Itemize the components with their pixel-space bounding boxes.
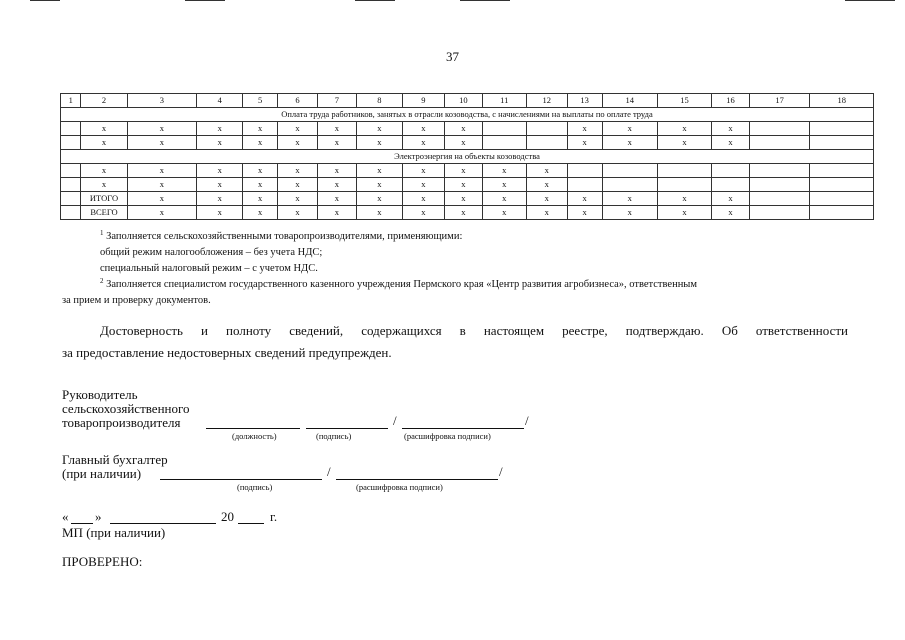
table-cell bbox=[657, 164, 711, 178]
table-cell: x bbox=[602, 206, 657, 220]
table-cell: x bbox=[356, 178, 402, 192]
table-cell bbox=[749, 136, 809, 150]
table-cell: x bbox=[657, 206, 711, 220]
column-number: 2 bbox=[81, 94, 127, 108]
column-number: 1 bbox=[61, 94, 81, 108]
total-row bbox=[61, 192, 874, 206]
table-cell: x bbox=[712, 136, 750, 150]
table-cell bbox=[749, 164, 809, 178]
table-cell: x bbox=[127, 178, 197, 192]
column-number: 8 bbox=[356, 94, 402, 108]
column-number: 15 bbox=[657, 94, 711, 108]
table-cell bbox=[657, 178, 711, 192]
column-number: 6 bbox=[278, 94, 318, 108]
table-cell: x bbox=[243, 206, 278, 220]
table-cell: x bbox=[81, 136, 127, 150]
table-cell: x bbox=[243, 136, 278, 150]
table-cell: x bbox=[602, 122, 657, 136]
date-day-field[interactable] bbox=[71, 511, 93, 524]
table-cell: x bbox=[127, 164, 197, 178]
table-cell: x bbox=[356, 206, 402, 220]
table-cell bbox=[567, 164, 602, 178]
head-cap-signature: (подпись) bbox=[316, 431, 352, 441]
table-cell: x bbox=[712, 206, 750, 220]
footnote-1: $^1$ Заполняется сельскохозяйственными товаропроизводителями, применяющими: bbox=[100, 229, 463, 242]
column-number: 4 bbox=[197, 94, 243, 108]
section-energy-heading: Электроэнергия на объекты козоводства bbox=[61, 150, 874, 164]
table-header-row bbox=[61, 94, 874, 108]
table-cell: x bbox=[402, 178, 444, 192]
table-cell: x bbox=[317, 122, 356, 136]
table-cell bbox=[810, 136, 874, 150]
table-cell: x bbox=[243, 164, 278, 178]
table-cell: x bbox=[657, 192, 711, 206]
table-cell bbox=[526, 136, 567, 150]
table-cell: x bbox=[567, 192, 602, 206]
table-cell: x bbox=[526, 192, 567, 206]
table-cell: x bbox=[526, 206, 567, 220]
table-cell bbox=[567, 178, 602, 192]
table-cell: x bbox=[243, 192, 278, 206]
column-number: 11 bbox=[482, 94, 526, 108]
table-cell: x bbox=[482, 206, 526, 220]
table-cell: x bbox=[81, 178, 127, 192]
column-number: 17 bbox=[749, 94, 809, 108]
table-cell: x bbox=[567, 206, 602, 220]
register-table bbox=[60, 93, 874, 220]
head-cap-position: (должность) bbox=[232, 431, 277, 441]
column-number: 14 bbox=[602, 94, 657, 108]
head-signature-field[interactable] bbox=[306, 416, 388, 429]
table-cell bbox=[61, 164, 81, 178]
table-cell: x bbox=[402, 164, 444, 178]
table-cell: x bbox=[317, 136, 356, 150]
table-cell bbox=[810, 192, 874, 206]
table-cell: x bbox=[317, 206, 356, 220]
date-year-field[interactable] bbox=[238, 511, 264, 524]
table-cell bbox=[749, 192, 809, 206]
column-number: 12 bbox=[526, 94, 567, 108]
page-number: 37 bbox=[446, 49, 459, 64]
table-cell: x bbox=[402, 192, 444, 206]
table-cell: x bbox=[81, 122, 127, 136]
table-cell: x bbox=[444, 178, 482, 192]
date-month-field[interactable] bbox=[110, 511, 216, 524]
head-slash-1: / bbox=[393, 413, 397, 428]
head-cap-decode: (расшифровка подписи) bbox=[404, 431, 491, 441]
table-cell: x bbox=[278, 206, 318, 220]
table-cell: x bbox=[356, 164, 402, 178]
stamp-label: МП (при наличии) bbox=[62, 525, 166, 540]
table-cell: x bbox=[444, 164, 482, 178]
table-cell: x bbox=[602, 192, 657, 206]
table-cell: x bbox=[127, 122, 197, 136]
table-cell bbox=[61, 122, 81, 136]
table-cell: x bbox=[317, 164, 356, 178]
table-row bbox=[61, 136, 874, 150]
accountant-cap-decode: (расшифровка подписи) bbox=[356, 482, 443, 492]
table-cell bbox=[712, 178, 750, 192]
accountant-signature-field[interactable] bbox=[160, 467, 322, 480]
table-cell: x bbox=[356, 136, 402, 150]
table-cell: x bbox=[127, 192, 197, 206]
table-cell: x bbox=[317, 178, 356, 192]
footnote-2-line-2: за прием и проверку документов. bbox=[62, 295, 211, 306]
table-cell: x bbox=[81, 164, 127, 178]
table-cell: x bbox=[317, 192, 356, 206]
table-cell bbox=[749, 178, 809, 192]
table-cell: x bbox=[243, 122, 278, 136]
table-cell: x bbox=[197, 164, 243, 178]
table-cell: x bbox=[567, 136, 602, 150]
date-year-suffix: г. bbox=[270, 509, 278, 524]
accountant-title: Главный бухгалтер (при наличии) bbox=[62, 452, 168, 481]
table-cell bbox=[61, 206, 81, 220]
table-cell: x bbox=[482, 192, 526, 206]
certification-line-1: Достоверность и полноту сведений, содержащихся в настоящем реестре, подтверждаю. Об ответственности bbox=[100, 323, 848, 338]
table-cell bbox=[61, 178, 81, 192]
table-cell: x bbox=[712, 122, 750, 136]
table-cell: x bbox=[444, 122, 482, 136]
table-cell: x bbox=[197, 192, 243, 206]
table-row bbox=[61, 164, 874, 178]
table-cell bbox=[810, 122, 874, 136]
table-cell: x bbox=[402, 122, 444, 136]
head-decode-field[interactable] bbox=[402, 416, 524, 429]
table-cell: x bbox=[602, 136, 657, 150]
table-cell bbox=[526, 122, 567, 136]
table-cell: ВСЕГО bbox=[81, 206, 127, 220]
table-cell: x bbox=[278, 122, 318, 136]
table-cell bbox=[61, 192, 81, 206]
column-number: 5 bbox=[243, 94, 278, 108]
accountant-slash-1: / bbox=[327, 464, 331, 479]
table-cell: x bbox=[526, 178, 567, 192]
table-cell: x bbox=[243, 178, 278, 192]
table-cell bbox=[602, 164, 657, 178]
table-cell: x bbox=[657, 122, 711, 136]
table-cell bbox=[810, 164, 874, 178]
table-cell: x bbox=[526, 164, 567, 178]
table-cell bbox=[482, 136, 526, 150]
table-cell: x bbox=[197, 206, 243, 220]
table-cell: x bbox=[444, 136, 482, 150]
accountant-slash-2: / bbox=[499, 464, 503, 479]
column-number: 16 bbox=[712, 94, 750, 108]
table-cell: x bbox=[567, 122, 602, 136]
certification-line-2: за предоставление недостоверных сведений предупрежден. bbox=[62, 345, 392, 360]
column-number: 7 bbox=[317, 94, 356, 108]
accountant-cap-signature: (подпись) bbox=[237, 482, 273, 492]
column-number: 18 bbox=[810, 94, 874, 108]
footnote-1-line-3: специальный налоговый режим – с учетом НДС. bbox=[100, 263, 318, 274]
date-close-quote: » bbox=[95, 509, 102, 524]
head-position-field[interactable] bbox=[206, 416, 300, 429]
table-cell: x bbox=[482, 164, 526, 178]
table-row bbox=[61, 122, 874, 136]
date-open-quote: « bbox=[62, 509, 69, 524]
table-cell bbox=[749, 122, 809, 136]
head-slash-2: / bbox=[525, 413, 529, 428]
table-cell: x bbox=[278, 178, 318, 192]
grand-total-row bbox=[61, 206, 874, 220]
table-cell: ИТОГО bbox=[81, 192, 127, 206]
table-cell: x bbox=[444, 192, 482, 206]
table-cell: x bbox=[197, 122, 243, 136]
column-number: 13 bbox=[567, 94, 602, 108]
table-cell: x bbox=[402, 136, 444, 150]
table-cell: x bbox=[356, 122, 402, 136]
table-cell: x bbox=[278, 136, 318, 150]
table-cell: x bbox=[127, 206, 197, 220]
verified-label: ПРОВЕРЕНО: bbox=[62, 554, 143, 569]
date-year-prefix: 20 bbox=[221, 509, 234, 524]
table-cell: x bbox=[356, 192, 402, 206]
table-cell: x bbox=[482, 178, 526, 192]
table-cell bbox=[602, 178, 657, 192]
table-cell: x bbox=[402, 206, 444, 220]
table-cell: x bbox=[444, 206, 482, 220]
table-cell: x bbox=[278, 164, 318, 178]
table-cell: x bbox=[712, 192, 750, 206]
scan-top-marks bbox=[0, 0, 905, 4]
column-number: 10 bbox=[444, 94, 482, 108]
table-cell bbox=[61, 136, 81, 150]
table-cell bbox=[749, 206, 809, 220]
footnote-1-line-2: общий режим налогообложения – без учета НДС; bbox=[100, 247, 323, 258]
table-cell: x bbox=[278, 192, 318, 206]
section-labor-heading: Оплата труда работников, занятых в отрасли козоводства, с начислениями на выплаты по оплате труда bbox=[61, 108, 874, 122]
table-cell bbox=[712, 164, 750, 178]
certification-text bbox=[62, 320, 848, 364]
table-cell: x bbox=[197, 178, 243, 192]
table-cell: x bbox=[197, 136, 243, 150]
column-number: 3 bbox=[127, 94, 197, 108]
table-cell bbox=[810, 206, 874, 220]
footnotes bbox=[62, 229, 862, 309]
footnote-2: $^2$ Заполняется специалистом государственного казенного учреждения Пермского края «Центр развития агробизнеса», ответственным bbox=[100, 277, 698, 290]
table-cell: x bbox=[127, 136, 197, 150]
table-cell bbox=[482, 122, 526, 136]
table-cell: x bbox=[657, 136, 711, 150]
accountant-decode-field[interactable] bbox=[336, 467, 498, 480]
table-row bbox=[61, 178, 874, 192]
table-cell bbox=[810, 178, 874, 192]
head-title: Руководитель сельскохозяйственного товаропроизводителя bbox=[62, 387, 190, 430]
column-number: 9 bbox=[402, 94, 444, 108]
